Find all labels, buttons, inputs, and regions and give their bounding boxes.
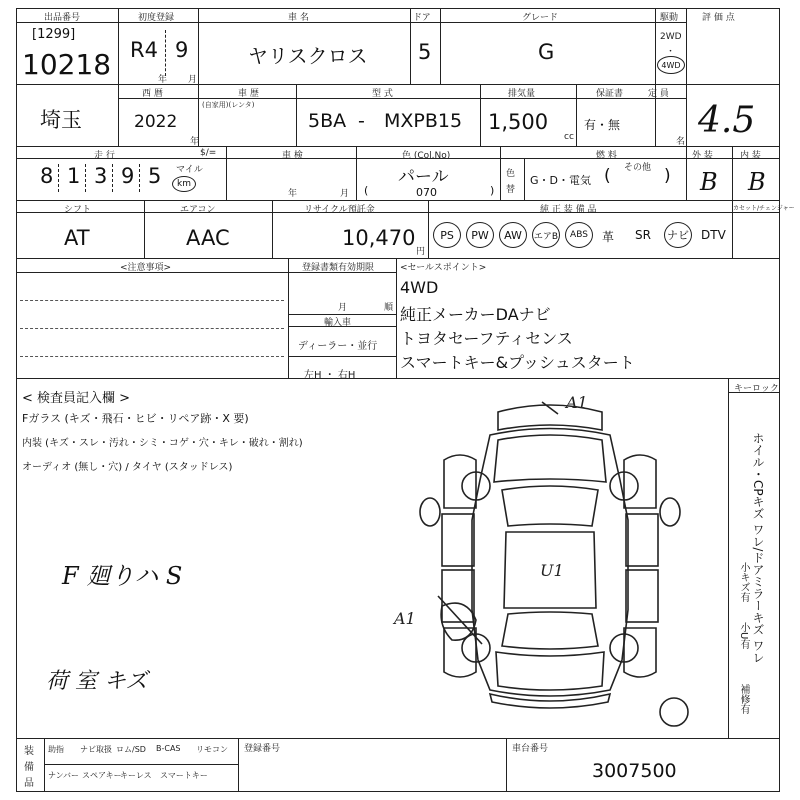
warranty-label: 保証書 <box>596 89 624 99</box>
equipment-item: PW <box>466 222 494 248</box>
dollar-label: $/= <box>200 148 217 158</box>
mileage-digit-divider <box>58 164 59 192</box>
inspection-note-cargo: 荷 室 キズ <box>46 669 148 694</box>
displacement-label: 排気量 <box>508 89 536 99</box>
bottom-equipment-item: ロム/SD <box>116 745 146 754</box>
cassette-label: カセット/チェンジャー <box>733 205 795 212</box>
reg-period-tsuki: 月 <box>338 303 348 313</box>
diagram-mark-left: A1 <box>394 609 416 628</box>
color-paren-close: ) <box>490 184 495 197</box>
mileage-digit-divider <box>112 164 113 192</box>
import-dealer: ディーラー・並行 <box>298 341 378 352</box>
col-line <box>686 8 687 146</box>
col-line <box>506 738 507 792</box>
bottom-equipment-item: ナンバー <box>48 771 80 780</box>
chassis-label: 車 歴 <box>238 89 259 99</box>
right-door-front <box>626 514 658 566</box>
col-line <box>500 146 501 200</box>
inspection-label: 車 検 <box>282 151 303 161</box>
inspection-tsuki-unit: 月 <box>340 189 350 199</box>
capacity-unit: 名 <box>676 137 686 147</box>
import-handle: 左H ・ 右H <box>304 370 356 381</box>
yen-unit: 円 <box>416 247 426 257</box>
mileage-label: 走 行 <box>94 151 115 161</box>
color-code: 070 <box>416 186 437 199</box>
diagram-mark-roof: U1 <box>540 561 564 580</box>
region: 埼玉 <box>40 108 82 132</box>
bottom-equipment-item: キーレス <box>120 771 152 780</box>
row-line <box>16 738 780 739</box>
exterior-label: 外 装 <box>692 151 713 161</box>
reg-period-label: 登録書類有効期限 <box>302 263 375 273</box>
caution-line <box>20 328 284 329</box>
row-line <box>16 158 780 159</box>
windshield <box>502 486 598 526</box>
score-label: 評 価 点 <box>702 13 735 23</box>
row-line <box>16 200 780 201</box>
damage-slash <box>542 402 558 414</box>
fuel-label: 燃 料 <box>596 151 617 161</box>
equipment-item: 革 <box>602 230 615 244</box>
keylock-label: キーロック <box>734 384 779 394</box>
bottom-equipment-item: ナビ取扱 <box>80 745 112 754</box>
side-col-main: ホイル・CPキズ ワレ/ドアミラーキズ ワレ <box>751 432 765 664</box>
grade-label: グレード <box>522 13 559 23</box>
seireki-label: 西 暦 <box>142 89 163 99</box>
aircon-label: エアコン <box>180 205 216 215</box>
col-line <box>118 8 119 146</box>
caution-line <box>20 300 284 301</box>
registration-no-label: 登録番号 <box>244 744 281 754</box>
drive-4wd-circled: 4WD <box>657 56 685 74</box>
col-line <box>396 258 397 378</box>
col-line <box>480 84 481 146</box>
col-line <box>296 84 297 146</box>
col-line <box>165 30 166 76</box>
equipment-label: 純 正 装 備 品 <box>540 205 597 215</box>
side-col-repair: 補修有 <box>738 684 749 714</box>
year-nen-unit: 年 <box>190 137 200 147</box>
col-line <box>732 146 733 200</box>
col-line <box>428 200 429 258</box>
equipment-item: AW <box>499 222 527 248</box>
bottom-label-1: 装 <box>24 746 34 757</box>
side-col-minor-scratch: 小キズ有 <box>738 562 749 602</box>
equipment-item: ABS <box>565 222 593 248</box>
sales-point-item: トヨタセーフティセンス <box>400 329 573 348</box>
color-name: パール <box>398 167 449 187</box>
bottom-equipment-item: 助指 <box>48 745 64 754</box>
shift-label: シフト <box>64 205 92 215</box>
col-line <box>410 8 411 84</box>
diagram-mark-front: A1 <box>566 393 588 412</box>
bottom-label-2: 備 <box>24 762 34 773</box>
doors-label: ドア <box>413 13 431 23</box>
row-line <box>16 146 780 147</box>
recycle-label: リサイクル預託金 <box>304 205 375 215</box>
score-handwritten: 4.5 <box>698 100 756 141</box>
fuel-options: G・D・電気 <box>530 174 591 187</box>
inspector-label: < 検査員記入欄 > <box>22 391 131 406</box>
side-col-small-dent: 小U有 <box>738 622 749 650</box>
color-paren-open: ( <box>364 184 369 197</box>
door-count: 5 <box>418 40 432 64</box>
interior-grade: B <box>748 168 766 196</box>
interior-label: 内 装 <box>740 151 761 161</box>
col-line <box>238 738 239 792</box>
col-line <box>440 8 441 84</box>
glass-line: Fガラス (キズ・飛石・ヒビ・リペア跡・X 要) <box>22 412 249 425</box>
hood <box>494 435 606 482</box>
shift-value: AT <box>64 226 90 250</box>
tsuki-unit: 月 <box>188 75 198 85</box>
right-fender-front <box>624 455 656 508</box>
first-reg-era: R4 <box>130 38 158 62</box>
col-line <box>576 84 577 146</box>
first-reg-label: 初度登録 <box>138 13 175 23</box>
row-line <box>16 258 780 259</box>
color-change-label-2: 替 <box>506 185 516 195</box>
col-line <box>44 738 45 792</box>
model-code: MXPB15 <box>384 110 463 132</box>
aircon-value: AAC <box>186 226 230 250</box>
mileage-digit: 8 <box>40 164 54 188</box>
color-label: 色 (Col.No) <box>402 151 451 161</box>
nen-unit: 年 <box>158 75 168 85</box>
capacity-label: 定 員 <box>648 89 669 99</box>
equipment-item: PS <box>433 222 461 248</box>
exterior-grade: B <box>700 168 718 196</box>
col-line <box>272 200 273 258</box>
rear-window <box>502 612 598 649</box>
col-line <box>198 8 199 84</box>
lot-number: 10218 <box>22 48 112 81</box>
bottom-equipment-item: スマートキー <box>160 771 208 780</box>
sales-point-item: 純正メーカーDAナビ <box>400 305 551 324</box>
model-prefix: 5BA <box>308 110 347 132</box>
sales-point-item: スマートキー&プッシュスタート <box>400 353 635 372</box>
mileage-digit-divider <box>139 164 140 192</box>
inspection-note-front: F 廻りハ S <box>62 562 183 590</box>
equipment-item: エアB <box>532 222 560 248</box>
mileage-digit: 5 <box>148 164 162 188</box>
drive-label: 駆動 <box>660 13 679 23</box>
warranty-value: 有・無 <box>584 118 621 132</box>
col-line <box>686 146 687 200</box>
inspection-nen-unit: 年 <box>288 189 298 199</box>
sales-point-item: 4WD <box>400 278 439 297</box>
spare-tire <box>660 698 688 726</box>
col-line <box>356 146 357 200</box>
row-line <box>16 212 780 213</box>
color-change-label-1: 色 <box>506 169 516 179</box>
col-line <box>655 8 656 146</box>
mileage-digit: 3 <box>94 164 108 188</box>
equipment-item: SR <box>635 228 651 242</box>
car-name: ヤリスクロス <box>248 44 368 68</box>
mileage-digit: 1 <box>67 164 81 188</box>
lot-prefix: [1299] <box>32 27 76 42</box>
fuel-other-label: その他 <box>624 163 652 173</box>
car-name-label: 車 名 <box>288 13 309 23</box>
car-damage-diagram <box>380 390 720 730</box>
interior-line: 内装 (キズ・スレ・汚れ・シミ・コゲ・穴・キレ・破れ・割れ) <box>22 438 303 449</box>
first-reg-month: 9 <box>175 38 189 62</box>
audio-line: オーディオ (無し・穴) / タイヤ (スタッドレス) <box>22 462 233 473</box>
year-value: 2022 <box>134 112 178 132</box>
fuel-paren-open: ( <box>604 166 611 186</box>
row-line <box>16 378 780 379</box>
caution-label: <注意事項> <box>120 263 172 273</box>
mileage-unit-alt: マイル <box>176 165 203 175</box>
mileage-digit-divider <box>85 164 86 192</box>
chassis-sub: (自家用)(レンタ) <box>202 101 255 109</box>
left-fender-front <box>444 455 476 508</box>
row-line <box>288 356 396 357</box>
row-line <box>44 764 238 765</box>
cc-unit: cc <box>564 132 574 142</box>
drive-2wd: 2WD <box>660 32 682 42</box>
recycle-fee: 10,470 <box>342 226 416 250</box>
col-line <box>728 378 729 738</box>
lot-no-label: 出品番号 <box>44 13 81 23</box>
bottom-label-3: 品 <box>24 778 34 789</box>
left-door-rear <box>442 570 474 622</box>
bottom-equipment-item: B-CAS <box>156 744 181 753</box>
equipment-item: DTV <box>701 228 726 242</box>
bottom-equipment-item: リモコン <box>196 745 228 754</box>
displacement-value: 1,500 <box>488 110 549 134</box>
mileage-unit-km: km <box>172 176 196 192</box>
col-line <box>144 200 145 258</box>
left-mirror <box>420 498 440 526</box>
model-dash: - <box>358 110 365 132</box>
right-door-rear <box>626 570 658 622</box>
model-label: 型 式 <box>372 89 393 99</box>
sales-point-label: <セールスポイント> <box>400 263 487 273</box>
trunk <box>496 652 604 690</box>
col-line <box>288 258 289 378</box>
grade-value: G <box>538 40 555 64</box>
row-line <box>16 84 780 85</box>
right-mirror <box>660 498 680 526</box>
left-door-front <box>442 514 474 566</box>
drive-dot: ・ <box>666 47 676 57</box>
row-line <box>16 22 686 23</box>
frame-number: 3007500 <box>592 760 677 782</box>
frame-no-label: 車台番号 <box>512 744 549 754</box>
col-line <box>524 158 525 200</box>
equipment-item: ナビ <box>664 222 692 248</box>
reg-period-jun: 順 <box>384 303 394 313</box>
col-line <box>226 146 227 200</box>
bottom-equipment-item: スペアキー <box>82 771 122 780</box>
caution-line <box>20 356 284 357</box>
mileage-digit: 9 <box>121 164 135 188</box>
import-label: 輸入車 <box>324 318 352 328</box>
fuel-paren-close: ) <box>664 166 671 186</box>
